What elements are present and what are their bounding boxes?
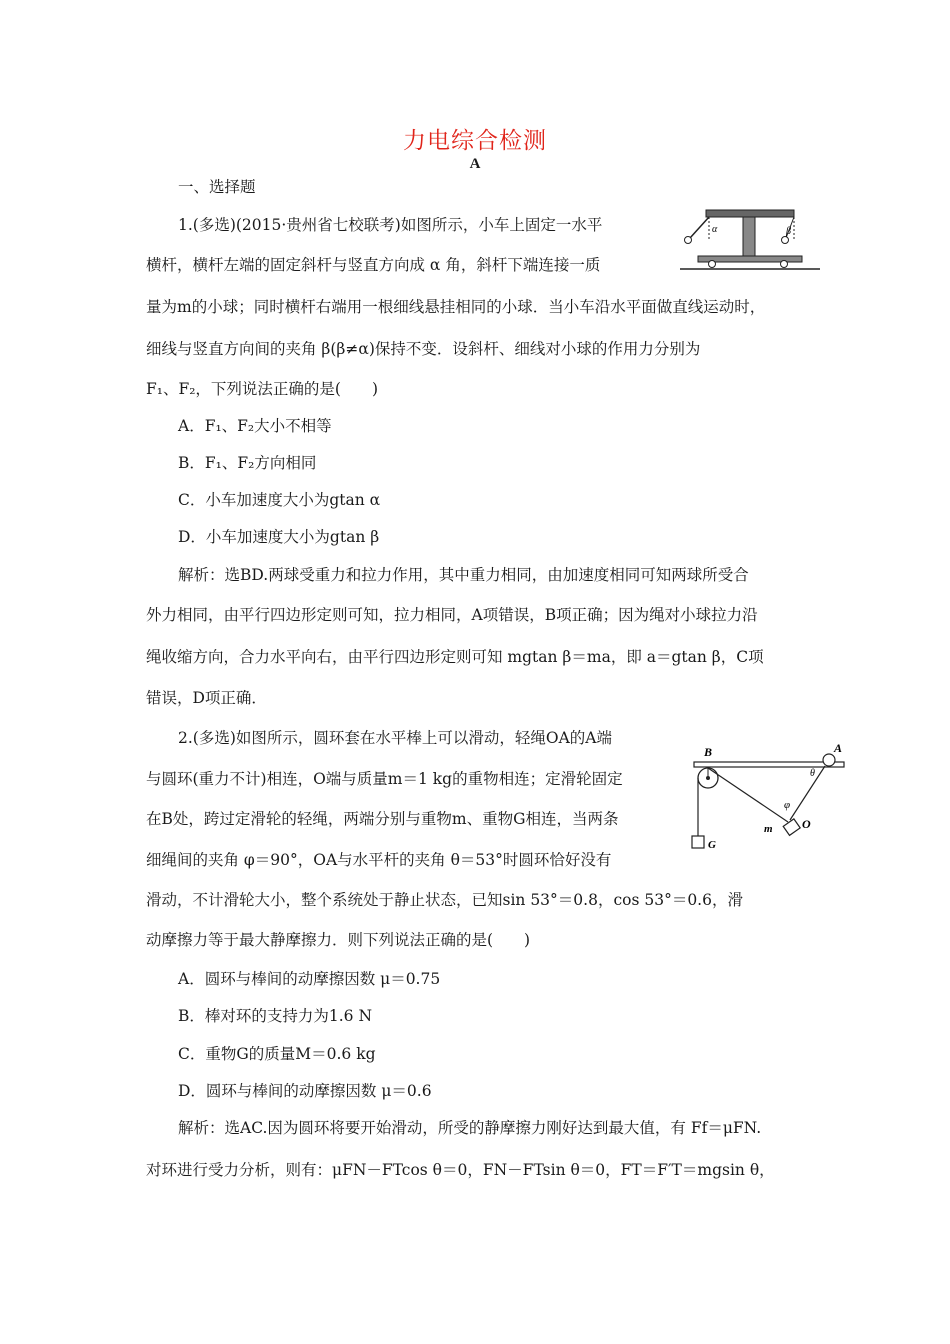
q1-option-b: B．F₁、F₂方向相同 [178, 454, 317, 472]
q1-option-d: D．小车加速度大小为gtan β [178, 528, 380, 546]
fig-label-m: m [764, 823, 773, 835]
q2-option-d: D．圆环与棒间的动摩擦因数 μ＝0.6 [178, 1082, 432, 1100]
page-title: 力电综合检测 [403, 128, 547, 154]
fig-label-A: A [834, 741, 843, 755]
ring-pulley-figure [684, 740, 848, 860]
q1-line-3: 量为m的小球；同时横杆右端用一根细线悬挂相同的小球．当小车沿水平面做直线运动时， [146, 298, 766, 316]
fig-label-G: G [708, 839, 716, 851]
cart-figure [676, 206, 824, 272]
q2-line-2: 与圆环(重力不计)相连，O端与质量m＝1 kg的重物相连；定滑轮固定 [146, 770, 623, 788]
q1-line-4: 细线与竖直方向间的夹角 β(β≠α)保持不变．设斜杆、细线对小球的作用力分别为 [146, 340, 701, 358]
fig-label-B: B [704, 745, 713, 759]
q2-option-a: A．圆环与棒间的动摩擦因数 μ＝0.75 [178, 970, 441, 988]
q1-analysis-1: 解析：选BD.两球受重力和拉力作用，其中重力相同，由加速度相同可知两球所受合 [178, 566, 749, 584]
q2-analysis-2: 对环进行受力分析，则有：μFN－FTcos θ＝0，FN－FTsin θ＝0，FT＝F′T＝mgsin θ， [146, 1161, 775, 1179]
alpha-label: α [712, 224, 718, 235]
q2-line-5: 滑动，不计滑轮大小，整个系统处于静止状态，已知sin 53°＝0.8，cos 53°＝0.6，滑 [146, 891, 743, 909]
fig-label-theta: θ [810, 768, 815, 779]
q2-analysis-1: 解析：选AC.因为圆环将要开始滑动，所受的静摩擦力刚好达到最大值，有 Ff＝μFN. [178, 1119, 762, 1137]
q1-analysis-2: 外力相同，由平行四边形定则可知，拉力相同，A项错误，B项正确；因为绳对小球拉力沿 [146, 606, 758, 624]
q2-line-1: 2.(多选)如图所示，圆环套在水平棒上可以滑动，轻绳OA的A端 [178, 729, 612, 747]
q2-line-4: 细绳间的夹角 φ＝90°，OA与水平杆的夹角 θ＝53°时圆环恰好没有 [146, 851, 612, 869]
section-heading: 一、选择题 [178, 178, 256, 196]
q1-option-a: A．F₁、F₂大小不相等 [178, 417, 332, 435]
q2-option-c: C．重物G的质量M＝0.6 kg [178, 1045, 376, 1063]
q1-line-1: 1.(多选)(2015·贵州省七校联考)如图所示，小车上固定一水平 [178, 216, 603, 234]
q1-option-c: C．小车加速度大小为gtan α [178, 491, 381, 509]
q1-line-2: 横杆，横杆左端的固定斜杆与竖直方向成 α 角，斜杆下端连接一质 [146, 256, 601, 274]
q2-line-6: 动摩擦力等于最大静摩擦力．则下列说法正确的是( ) [146, 931, 531, 949]
q1-analysis-4: 错误，D项正确． [146, 689, 267, 707]
page-subtitle: A [469, 156, 481, 172]
q1-line-5: F₁、F₂，下列说法正确的是( ) [146, 380, 379, 398]
beta-label: β [786, 226, 791, 237]
q1-analysis-3: 绳收缩方向，合力水平向右，由平行四边形定则可知 mgtan β＝ma，即 a＝gtan β，C项 [146, 648, 764, 666]
q2-option-b: B．棒对环的支持力为1.6 N [178, 1007, 373, 1025]
fig-label-O: O [802, 817, 811, 831]
fig-label-phi: φ [784, 799, 791, 811]
q2-line-3: 在B处，跨过定滑轮的轻绳，两端分别与重物m、重物G相连，当两条 [146, 810, 619, 828]
